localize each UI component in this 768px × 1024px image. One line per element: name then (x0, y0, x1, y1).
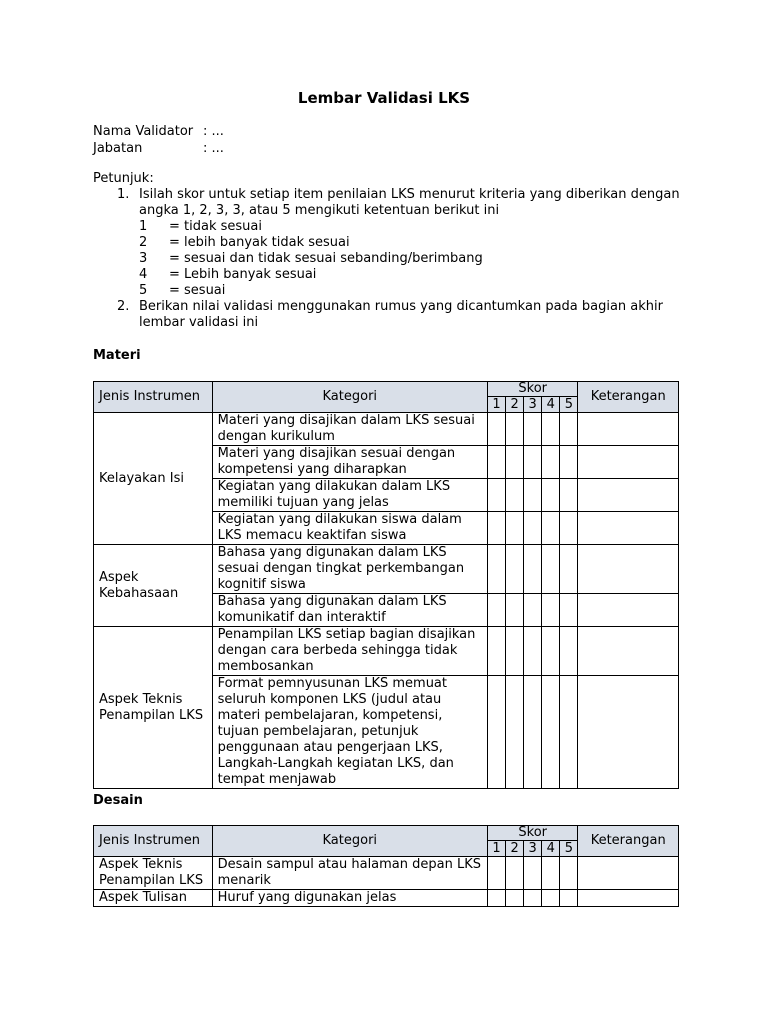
header-skor-5: 5 (560, 841, 578, 857)
score-scale (139, 219, 693, 299)
score-cell[interactable] (487, 594, 505, 627)
section-heading-desain: Desain (93, 793, 143, 808)
petunjuk-label: Petunjuk: (93, 171, 154, 186)
header-skor-5: 5 (560, 397, 578, 413)
score-cell[interactable] (560, 545, 578, 594)
jenis-instrumen-cell: Aspek Teknis Penampilan LKS (94, 857, 213, 890)
field-label: Jabatan (93, 141, 143, 156)
header-skor-3: 3 (524, 841, 542, 857)
scale-item: 2 = lebih banyak tidak sesuai (139, 235, 350, 250)
kategori-cell: Desain sampul atau halaman depan LKS menarik (212, 857, 487, 890)
score-cell[interactable] (487, 676, 505, 789)
score-cell[interactable] (524, 545, 542, 594)
section-heading-materi: Materi (93, 348, 141, 363)
jenis-instrumen-cell: Aspek Teknis Penampilan LKS (94, 627, 213, 789)
score-cell[interactable] (542, 479, 560, 512)
score-cell[interactable] (506, 413, 524, 446)
header-keterangan: Keterangan (578, 826, 679, 857)
score-cell[interactable] (506, 545, 524, 594)
header-skor-4: 4 (542, 397, 560, 413)
field-jabatan (93, 140, 224, 157)
score-cell[interactable] (506, 857, 524, 890)
keterangan-cell[interactable] (578, 890, 679, 907)
jenis-instrumen-cell: Aspek Tulisan (94, 890, 213, 907)
header-skor-4: 4 (542, 841, 560, 857)
header-skor-3: 3 (524, 397, 542, 413)
score-cell[interactable] (560, 857, 578, 890)
score-cell[interactable] (487, 627, 505, 676)
field-value: : ... (203, 124, 224, 139)
score-cell[interactable] (542, 545, 560, 594)
scale-item: 4 = Lebih banyak sesuai (139, 267, 317, 282)
kategori-cell: Materi yang disajikan sesuai dengan kompetensi yang diharapkan (212, 446, 487, 479)
score-cell[interactable] (542, 627, 560, 676)
score-cell[interactable] (506, 479, 524, 512)
score-cell[interactable] (524, 676, 542, 789)
score-cell[interactable] (560, 890, 578, 907)
jenis-instrumen-cell: Aspek Kebahasaan (94, 545, 213, 627)
keterangan-cell[interactable] (578, 512, 679, 545)
score-cell[interactable] (524, 479, 542, 512)
header-skor: Skor (487, 382, 577, 397)
kategori-cell: Bahasa yang digunakan dalam LKS komunikatif dan interaktif (212, 594, 487, 627)
scale-item: 5 = sesuai (139, 283, 226, 298)
header-jenis-instrumen: Jenis Instrumen (94, 826, 213, 857)
table-row (94, 857, 679, 890)
kategori-cell: Kegiatan yang dilakukan siswa dalam LKS memacu keaktifan siswa (212, 512, 487, 545)
kategori-cell: Materi yang disajikan dalam LKS sesuai dengan kurikulum (212, 413, 487, 446)
instruction-text: Isilah skor untuk setiap item penilaian LKS menurut kriteria yang diberikan dengan angka 1, 2, 3, 3, atau 5 mengikuti ketentuan berikut ini (139, 187, 680, 218)
score-cell[interactable] (487, 413, 505, 446)
validator-fields (93, 123, 224, 157)
score-cell[interactable] (487, 857, 505, 890)
header-skor-2: 2 (506, 397, 524, 413)
score-cell[interactable] (506, 594, 524, 627)
score-cell[interactable] (560, 676, 578, 789)
instruction-item (93, 299, 693, 331)
keterangan-cell[interactable] (578, 676, 679, 789)
table-row (94, 545, 679, 594)
instructions (93, 171, 693, 331)
score-cell[interactable] (506, 627, 524, 676)
score-cell[interactable] (524, 627, 542, 676)
desain-table (93, 825, 679, 907)
header-keterangan: Keterangan (578, 382, 679, 413)
instruction-number: 1. (117, 187, 130, 202)
field-value: : ... (203, 141, 224, 156)
header-skor-1: 1 (487, 841, 505, 857)
score-cell[interactable] (487, 479, 505, 512)
score-cell[interactable] (506, 512, 524, 545)
score-cell[interactable] (487, 512, 505, 545)
score-cell[interactable] (542, 446, 560, 479)
score-cell[interactable] (542, 890, 560, 907)
header-skor-2: 2 (506, 841, 524, 857)
header-skor-1: 1 (487, 397, 505, 413)
keterangan-cell[interactable] (578, 594, 679, 627)
instruction-item (93, 187, 693, 299)
score-cell[interactable] (560, 413, 578, 446)
score-cell[interactable] (560, 446, 578, 479)
materi-table (93, 381, 679, 789)
score-cell[interactable] (542, 594, 560, 627)
table-row (94, 627, 679, 676)
score-cell[interactable] (506, 446, 524, 479)
scale-item: 1 = tidak sesuai (139, 219, 262, 234)
kategori-cell: Penampilan LKS setiap bagian disajikan dengan cara berbeda sehingga tidak membosankan (212, 627, 487, 676)
instruction-number: 2. (117, 299, 130, 314)
keterangan-cell[interactable] (578, 857, 679, 890)
score-cell[interactable] (560, 512, 578, 545)
score-cell[interactable] (524, 594, 542, 627)
header-skor: Skor (487, 826, 577, 841)
table-row (94, 890, 679, 907)
score-cell[interactable] (524, 857, 542, 890)
kategori-cell: Format pemnyusunan LKS memuat seluruh komponen LKS (judul atau materi pembelajaran, kompetensi, tujuan pembelajaran, petunjuk penggunaan atau pengerjaan LKS, Langkah-Langkah kegiatan LKS, dan tempat menjawab (212, 676, 487, 789)
field-label: Nama Validator (93, 124, 194, 139)
score-cell[interactable] (487, 446, 505, 479)
score-cell[interactable] (524, 512, 542, 545)
score-cell[interactable] (542, 676, 560, 789)
header-kategori: Kategori (212, 826, 487, 857)
score-cell[interactable] (487, 545, 505, 594)
score-cell[interactable] (560, 479, 578, 512)
scale-item: 3 = sesuai dan tidak sesuai sebanding/berimbang (139, 251, 483, 266)
keterangan-cell[interactable] (578, 545, 679, 594)
score-cell[interactable] (524, 413, 542, 446)
document-title: Lembar Validasi LKS (297, 89, 471, 107)
keterangan-cell[interactable] (578, 413, 679, 446)
kategori-cell: Bahasa yang digunakan dalam LKS sesuai dengan tingkat perkembangan kognitif siswa (212, 545, 487, 594)
score-cell[interactable] (524, 446, 542, 479)
kategori-cell: Kegiatan yang dilakukan dalam LKS memiliki tujuan yang jelas (212, 479, 487, 512)
score-cell[interactable] (560, 594, 578, 627)
field-nama-validator (93, 123, 224, 140)
header-jenis-instrumen: Jenis Instrumen (94, 382, 213, 413)
score-cell[interactable] (487, 890, 505, 907)
kategori-cell: Huruf yang digunakan jelas (212, 890, 487, 907)
score-cell[interactable] (560, 627, 578, 676)
keterangan-cell[interactable] (578, 479, 679, 512)
score-cell[interactable] (506, 676, 524, 789)
instruction-text: Berikan nilai validasi menggunakan rumus yang dicantumkan pada bagian akhir lembar validasi ini (139, 299, 663, 330)
jenis-instrumen-cell: Kelayakan Isi (94, 413, 213, 545)
table-row (94, 413, 679, 446)
score-cell[interactable] (542, 512, 560, 545)
header-kategori: Kategori (212, 382, 487, 413)
score-cell[interactable] (506, 890, 524, 907)
score-cell[interactable] (542, 857, 560, 890)
score-cell[interactable] (542, 413, 560, 446)
keterangan-cell[interactable] (578, 627, 679, 676)
score-cell[interactable] (524, 890, 542, 907)
keterangan-cell[interactable] (578, 446, 679, 479)
